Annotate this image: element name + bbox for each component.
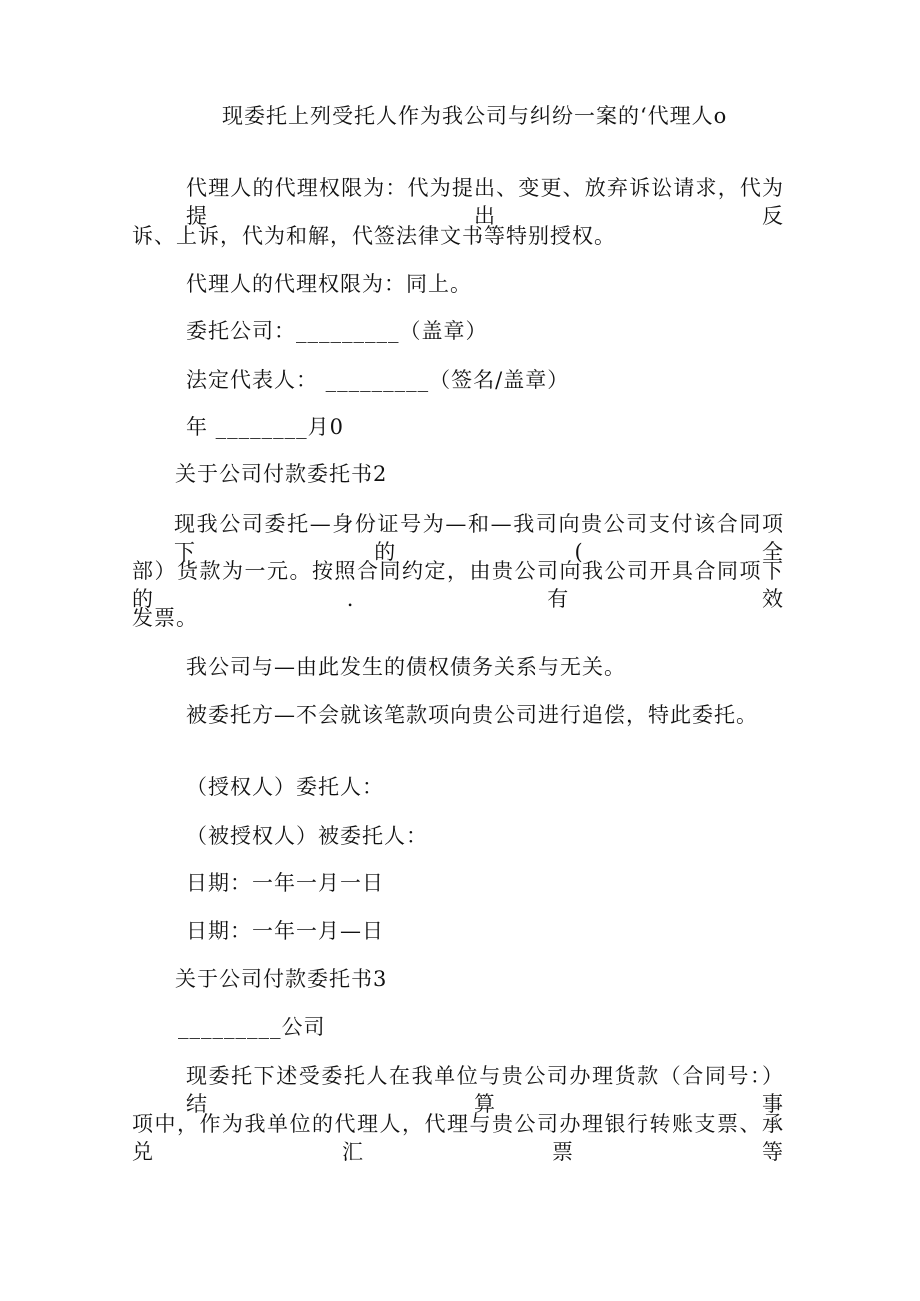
date-line-1: 日期：一年一月一日 <box>186 871 384 895</box>
paragraph-line-3: 诉、上诉，代为和解，代签法律文书等特别授权。 <box>132 224 616 248</box>
signature-line-company: 委托公司：_________（盖章） <box>186 319 488 343</box>
paragraph-line-9: 现我公司委托—身份证号为—和—我司向贵公司支付该合同项下的(全 <box>174 512 784 564</box>
paragraph-line-13: 被委托方—不会就该笔款项向贵公司进行追偿，特此委托。 <box>186 703 758 727</box>
paragraph-line-20: 现委托下述受委托人在我单位与贵公司办理货款（合同号：）结算事 <box>186 1064 784 1116</box>
section-heading-2: 关于公司付款委托书2 <box>175 462 388 486</box>
date-line: 年 ________月0 <box>186 415 345 439</box>
paragraph-line-21: 项中，作为我单位的代理人，代理与贵公司办理银行转账支票、承兑汇票等 <box>132 1112 784 1164</box>
section-heading-3: 关于公司付款委托书3 <box>175 967 388 991</box>
paragraph-line-1: 现委托上列受托人作为我公司与纠纷一案的‘代理人o <box>222 104 728 128</box>
company-line: _________公司 <box>178 1015 326 1039</box>
paragraph-line-4: 代理人的代理权限为：同上。 <box>186 272 472 296</box>
paragraph-line-10: 部）货款为一元。按照合同约定，由贵公司向我公司开具合同项下的.有效 <box>132 559 784 611</box>
paragraph-line-11: 发票。 <box>132 606 198 630</box>
paragraph-line-12: 我公司与—由此发生的债权债务关系与无关。 <box>186 655 626 679</box>
date-line-2: 日期：一年一月—日 <box>186 919 384 943</box>
signature-line-representative: 法定代表人： _________（签名/盖章） <box>186 368 570 392</box>
paragraph-line-2: 代理人的代理权限为：代为提出、变更、放弃诉讼请求，代为提出反 <box>186 176 784 228</box>
grantor-line: （授权人）委托人： <box>186 775 384 799</box>
grantee-line: （被授权人）被委托人： <box>186 824 428 848</box>
